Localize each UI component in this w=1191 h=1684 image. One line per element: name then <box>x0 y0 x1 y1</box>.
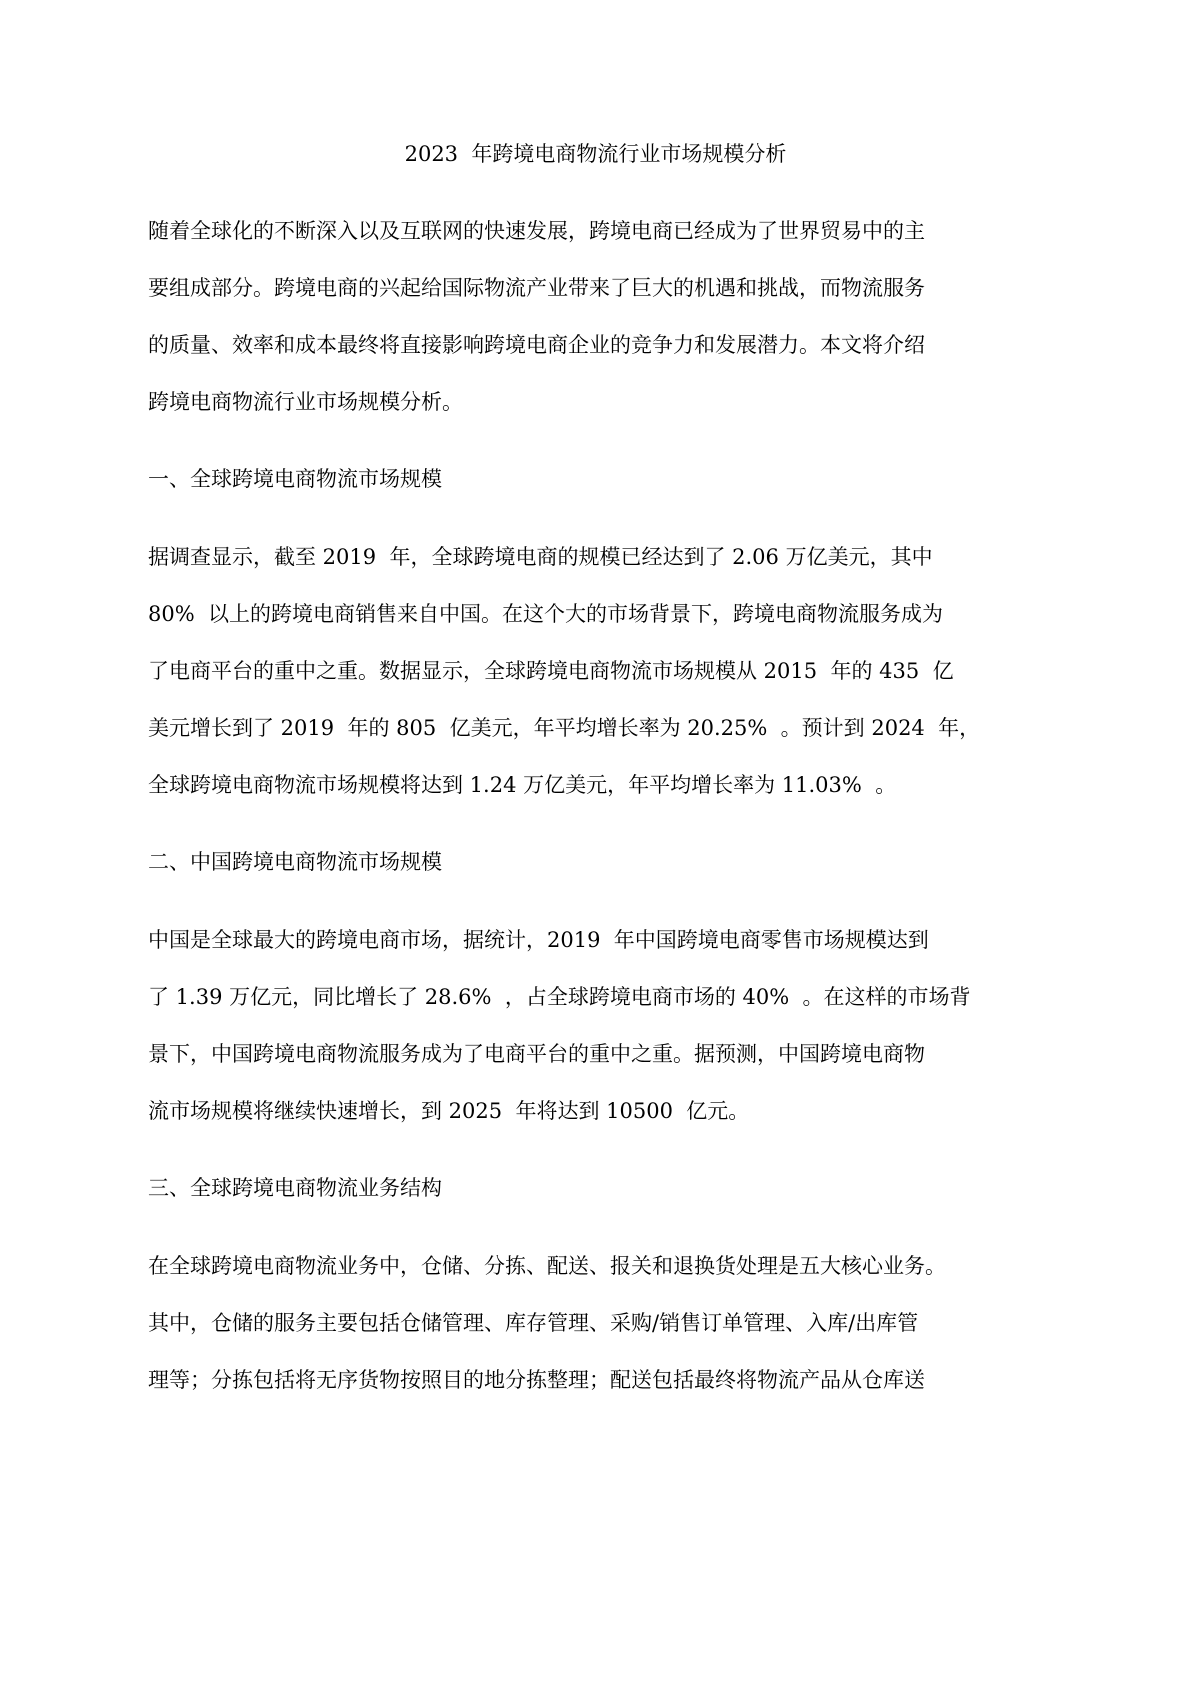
paragraph-line: 80% 以上的跨境电商销售来自中国。在这个大的市场背景下，跨境电商物流服务成为 <box>148 602 944 626</box>
intro-line: 跨境电商物流行业市场规模分析。 <box>148 390 463 414</box>
paragraph-line: 美元增长到了 2019 年的 805 亿美元，年平均增长率为 20.25% 。预计到 2024 年， <box>148 716 981 740</box>
section-heading-business-structure: 三、全球跨境电商物流业务结构 <box>148 1176 442 1200</box>
intro-line: 随着全球化的不断深入以及互联网的快速发展，跨境电商已经成为了世界贸易中的主 <box>148 219 925 243</box>
paragraph-line: 在全球跨境电商物流业务中，仓储、分拣、配送、报关和退换货处理是五大核心业务。 <box>148 1254 946 1278</box>
section-heading-china-market: 二、中国跨境电商物流市场规模 <box>148 850 442 874</box>
paragraph-line: 中国是全球最大的跨境电商市场，据统计，2019 年中国跨境电商零售市场规模达到 <box>148 928 929 952</box>
paragraph-line: 其中，仓储的服务主要包括仓储管理、库存管理、采购/销售订单管理、入库/出库管 <box>148 1311 919 1335</box>
paragraph-line: 了 1.39 万亿元，同比增长了 28.6% ，占全球跨境电商市场的 40% 。在这样的市场背 <box>148 985 971 1009</box>
section-heading-global-market: 一、全球跨境电商物流市场规模 <box>148 467 442 491</box>
document-title: 2023 年跨境电商物流行业市场规模分析 <box>404 142 787 166</box>
paragraph-line: 景下，中国跨境电商物流服务成为了电商平台的重中之重。据预测，中国跨境电商物 <box>148 1042 925 1066</box>
intro-line: 的质量、效率和成本最终将直接影响跨境电商企业的竞争力和发展潜力。本文将介绍 <box>148 333 925 357</box>
paragraph-line: 流市场规模将继续快速增长，到 2025 年将达到 10500 亿元。 <box>148 1099 750 1123</box>
paragraph-line: 据调查显示，截至 2019 年，全球跨境电商的规模已经达到了 2.06 万亿美元，其中 <box>148 545 933 569</box>
paragraph-line: 全球跨境电商物流市场规模将达到 1.24 万亿美元，年平均增长率为 11.03% 。 <box>148 773 897 797</box>
paragraph-line: 了电商平台的重中之重。数据显示，全球跨境电商物流市场规模从 2015 年的 435 亿 <box>148 659 954 683</box>
intro-line: 要组成部分。跨境电商的兴起给国际物流产业带来了巨大的机遇和挑战，而物流服务 <box>148 276 925 300</box>
paragraph-line: 理等；分拣包括将无序货物按照目的地分拣整理；配送包括最终将物流产品从仓库送 <box>148 1368 925 1392</box>
